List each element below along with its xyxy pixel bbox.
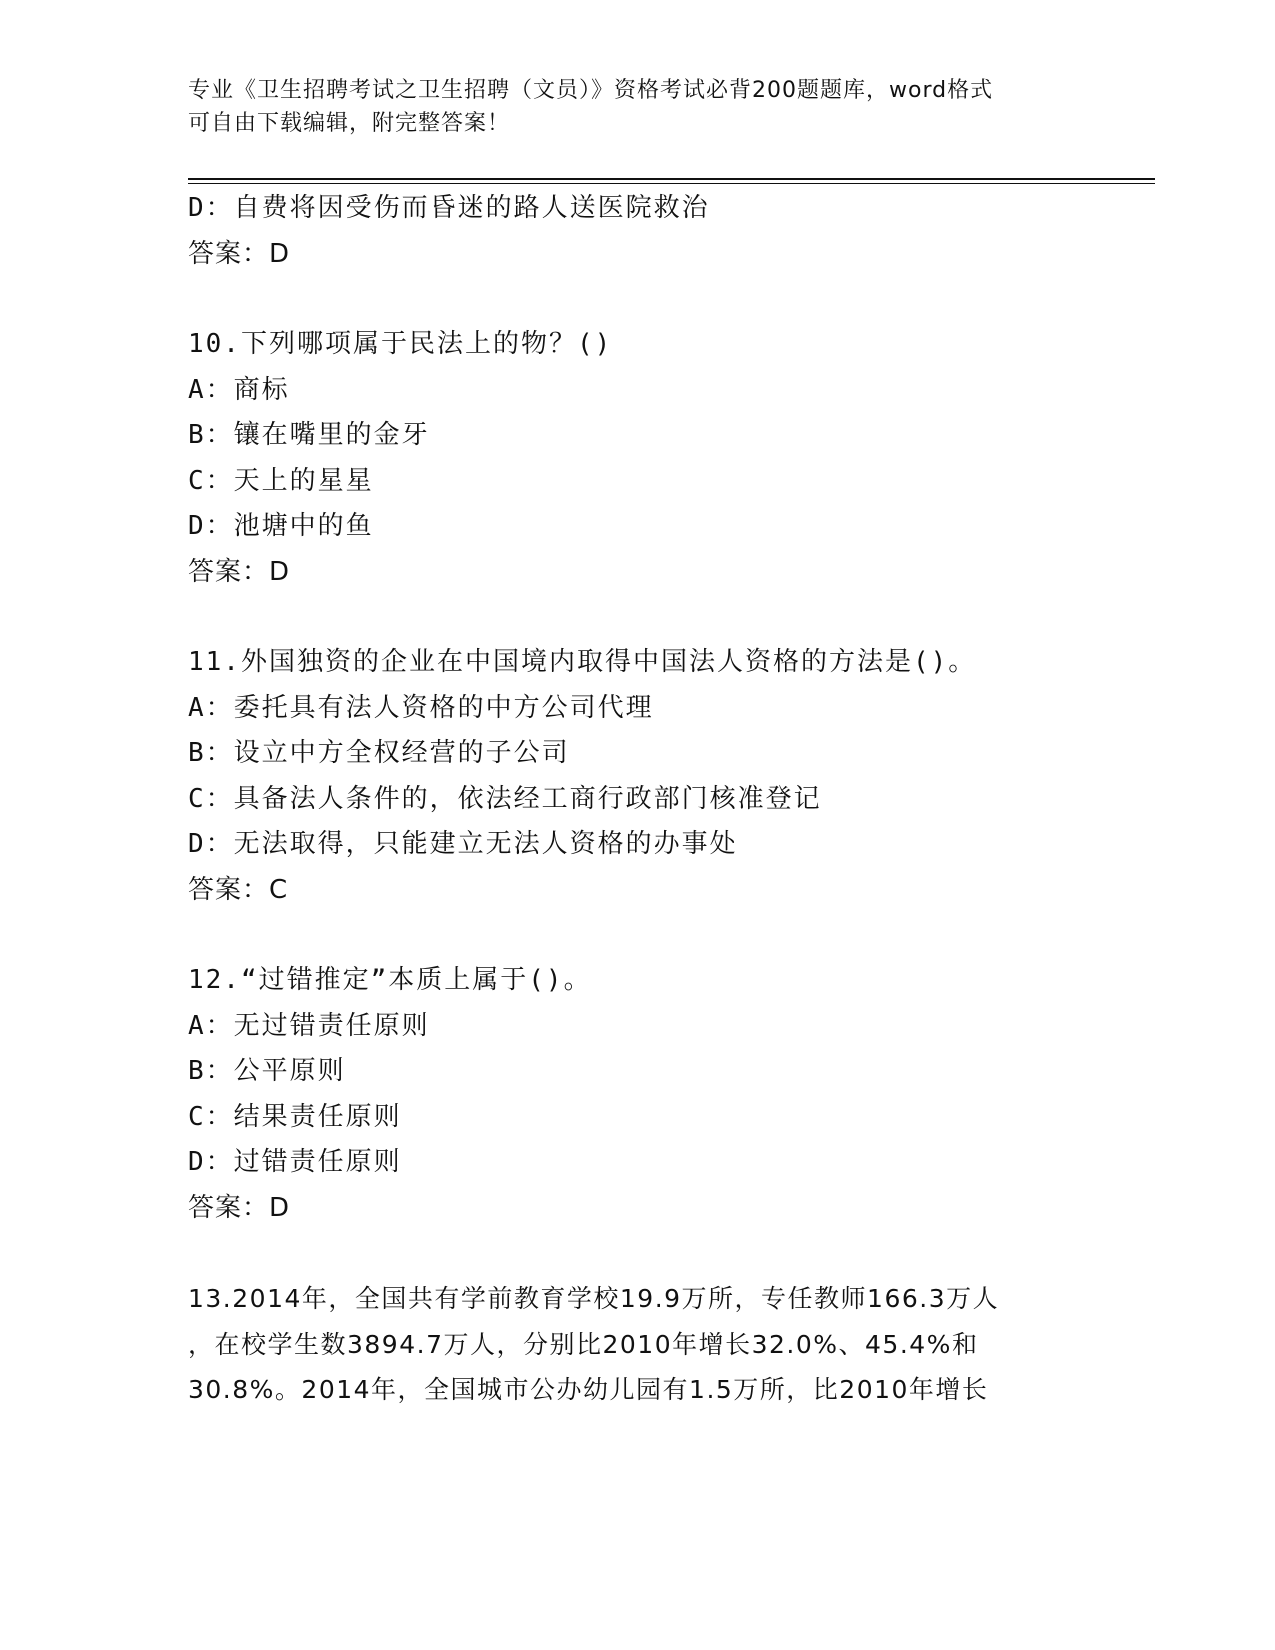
option-d: D：自费将因受伤而昏迷的路人送医院救治 [188, 193, 710, 223]
question-text-line-2: ，在校学生数3894.7万人，分别比2010年增长32.0%、45.4%和 [188, 1329, 979, 1359]
question-content [188, 186, 1088, 1413]
question-text-line-1: 13.2014年，全国共有学前教育学校19.9万所，专任教师166.3万人 [188, 1284, 1000, 1313]
question-block-11 [188, 640, 1088, 913]
question-text: 11.外国独资的企业在中国境内取得中国法人资格的方法是()。 [188, 647, 977, 677]
option-d: D：无法取得，只能建立无法人资格的办事处 [188, 829, 738, 859]
answer-label: 答案：D [188, 556, 291, 587]
spacer [188, 1231, 1088, 1276]
option-b: B：公平原则 [188, 1056, 346, 1086]
option-c: C：结果责任原则 [188, 1101, 402, 1132]
answer-label: 答案：D [188, 1192, 291, 1223]
question-block-10 [188, 322, 1088, 595]
document-header [188, 74, 1088, 140]
spacer [188, 913, 1088, 958]
option-d: D：过错责任原则 [188, 1147, 402, 1177]
option-a: A：委托具有法人资格的中方公司代理 [188, 692, 654, 723]
answer-label: 答案：D [188, 238, 291, 269]
header-divider-thick [188, 178, 1155, 180]
question-block-13 [188, 1276, 1088, 1413]
option-d: D：池塘中的鱼 [188, 511, 374, 541]
spacer [188, 277, 1088, 322]
option-c: C：具备法人条件的，依法经工商行政部门核准登记 [188, 783, 822, 814]
option-c: C：天上的星星 [188, 465, 374, 496]
question-text: 10.下列哪项属于民法上的物？() [188, 329, 613, 359]
option-b: B：镶在嘴里的金牙 [188, 420, 430, 450]
header-line-2: 可自由下载编辑，附完整答案！ [188, 111, 511, 136]
option-a: A：无过错责任原则 [188, 1010, 430, 1041]
answer-label: 答案：C [188, 874, 289, 905]
spacer [188, 595, 1088, 640]
question-block-prev [188, 186, 1088, 277]
question-text: 12.“过错推定”本质上属于()。 [188, 965, 592, 995]
question-text-line-3: 30.8%。2014年，全国城市公办幼儿园有1.5万所，比2010年增长 [188, 1375, 989, 1404]
header-divider-thin [188, 183, 1155, 184]
option-b: B：设立中方全权经营的子公司 [188, 738, 570, 768]
question-block-12 [188, 958, 1088, 1231]
option-a: A：商标 [188, 374, 290, 405]
header-line-1: 专业《卫生招聘考试之卫生招聘（文员）》资格考试必背200题题库，word格式 [188, 78, 994, 103]
